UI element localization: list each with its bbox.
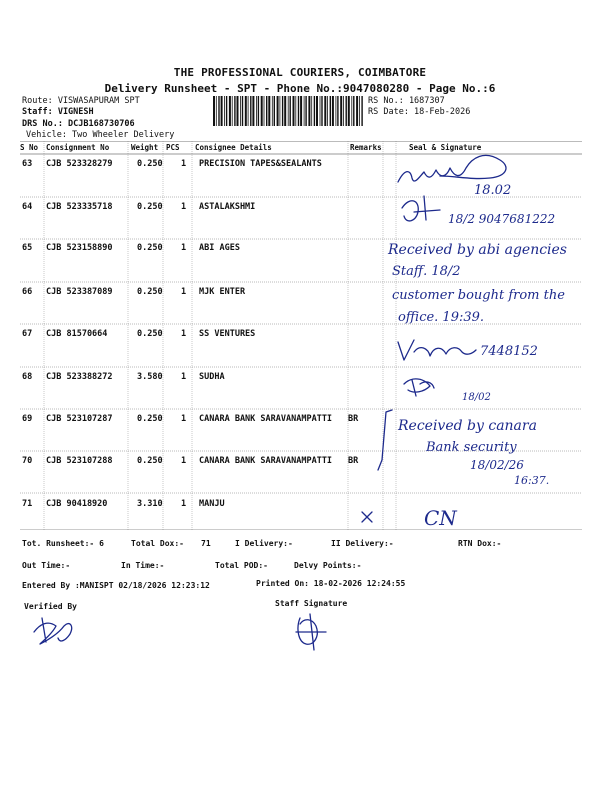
weight-cell: 3.580 — [137, 372, 163, 382]
delvy-points: Delvy Points:- — [294, 561, 362, 570]
pcs-cell: 1 — [181, 372, 187, 382]
pcs-cell: 1 — [181, 243, 187, 253]
signature-64 — [402, 196, 440, 221]
vehicle-label: Vehicle: Two Wheeler Delivery — [26, 130, 175, 140]
consignment-cell: CJB 523107288 — [46, 456, 113, 466]
consignee-cell: PRECISION TAPES&SEALANTS — [199, 159, 322, 169]
bracket-69-70 — [378, 410, 392, 470]
consignment-cell: CJB 523335718 — [46, 202, 113, 212]
verified-signature — [34, 618, 72, 644]
sno-cell: 71 — [22, 499, 33, 509]
staff-signature-label: Staff Signature — [275, 599, 348, 608]
weight-cell: 3.310 — [137, 499, 163, 509]
hw-phone-64: 18/2 9047681222 — [448, 212, 556, 226]
sno-cell: 64 — [22, 202, 33, 212]
pcs-cell: 1 — [181, 202, 187, 212]
sno-cell: 70 — [22, 456, 33, 466]
hw-staff-65: Staff. 18/2 — [392, 264, 461, 279]
out-time: Out Time:- — [22, 561, 71, 570]
weight-cell: 0.250 — [137, 456, 163, 466]
drs-label: DRS No.: DCJB168730706 — [22, 119, 135, 129]
sno-cell: 66 — [22, 287, 33, 297]
ii-delivery: II Delivery:- — [331, 539, 394, 548]
consignee-cell: SUDHA — [199, 372, 225, 382]
pcs-cell: 1 — [181, 159, 187, 169]
weight-cell: 0.250 — [137, 329, 163, 339]
hw-received-65: Received by abi agencies — [388, 242, 567, 258]
consignment-cell: CJB 523107287 — [46, 414, 113, 424]
col-seal: Seal & Signature — [409, 143, 482, 152]
hw-received-69: Received by canara — [398, 418, 537, 434]
rtn-dox: RTN Dox:- — [458, 539, 502, 548]
i-delivery: I Delivery:- — [235, 539, 293, 548]
printed-on: Printed On: 18-02-2026 12:24:55 — [256, 579, 406, 588]
rs-number: RS No.: 1687307 — [368, 96, 445, 106]
sno-cell: 69 — [22, 414, 33, 424]
pcs-cell: 1 — [181, 414, 187, 424]
hw-date-63: 18.02 — [474, 183, 512, 198]
col-sno: S No — [20, 143, 39, 152]
consignee-cell: ASTALAKSHMI — [199, 202, 256, 212]
col-remarks: Remarks — [350, 143, 382, 152]
pcs-cell: 1 — [181, 287, 187, 297]
sno-cell: 63 — [22, 159, 33, 169]
col-pcs: PCS — [166, 143, 180, 152]
consignment-cell: CJB 523387089 — [46, 287, 113, 297]
sno-cell: 68 — [22, 372, 33, 382]
consignee-cell: CANARA BANK SARAVANAMPATTI — [199, 414, 333, 424]
pcs-cell: 1 — [181, 329, 187, 339]
staff-label: Staff: VIGNESH — [22, 107, 94, 117]
runsheet-subtitle: Delivery Runsheet - SPT - Phone No.:9047080280 - Page No.:6 — [104, 82, 496, 95]
tot-runsheet: Tot. Runsheet:- 6 — [22, 539, 104, 548]
rs-date: RS Date: 18-Feb-2026 — [368, 107, 471, 117]
signature-68 — [404, 379, 434, 396]
consignment-cell: CJB 523158890 — [46, 243, 113, 253]
sno-cell: 67 — [22, 329, 33, 339]
total-dox-label: Total Dox:- — [131, 539, 184, 548]
remark-cell: BR — [348, 414, 359, 424]
hw-phone-67: 7448152 — [480, 344, 538, 359]
entered-by: Entered By :MANISPT 02/18/2026 12:23:12 — [22, 581, 210, 590]
col-consignee: Consignee Details — [195, 143, 272, 152]
hw-time-69: 16:37. — [514, 474, 550, 487]
staff-signature — [296, 614, 326, 650]
verified-by-label: Verified By — [24, 602, 77, 611]
col-consignment: Consignment No — [46, 143, 110, 152]
pcs-cell: 1 — [181, 499, 187, 509]
route-label: Route: VISWASAPURAM SPT — [22, 96, 140, 106]
consignee-cell: ABI AGES — [199, 243, 240, 253]
weight-cell: 0.250 — [137, 287, 163, 297]
consignment-cell: CJB 523328279 — [46, 159, 113, 169]
signature-63 — [398, 155, 506, 182]
consignee-cell: MJK ENTER — [199, 287, 246, 297]
pcs-cell: 1 — [181, 456, 187, 466]
hw-bank-69: Bank security — [426, 440, 517, 455]
consignment-cell: CJB 523388272 — [46, 372, 113, 382]
x-mark-71 — [362, 512, 372, 522]
signature-67 — [398, 340, 476, 360]
hw-customer-66: customer bought from the — [392, 288, 565, 303]
remark-cell: BR — [348, 456, 359, 466]
company-title: THE PROFESSIONAL COURIERS, COIMBATORE — [173, 66, 427, 79]
consignment-cell: CJB 90418920 — [46, 499, 108, 509]
sno-cell: 65 — [22, 243, 33, 253]
hw-cn-71: CN — [424, 506, 457, 530]
in-time: In Time:- — [121, 561, 165, 570]
consignee-cell: SS VENTURES — [199, 329, 256, 339]
weight-cell: 0.250 — [137, 414, 163, 424]
consignee-cell: MANJU — [199, 499, 225, 509]
weight-cell: 0.250 — [137, 159, 163, 169]
col-weight: Weight — [131, 143, 159, 152]
consignee-cell: CANARA BANK SARAVANAMPATTI — [199, 456, 333, 466]
hw-date-68: 18/02 — [462, 392, 491, 403]
total-pod: Total POD:- — [215, 561, 268, 570]
weight-cell: 0.250 — [137, 202, 163, 212]
hw-office-66: office. 19:39. — [398, 310, 485, 325]
weight-cell: 0.250 — [137, 243, 163, 253]
total-dox-value: 71 — [201, 539, 211, 548]
consignment-cell: CJB 81570664 — [46, 329, 108, 339]
hw-date-69: 18/02/26 — [470, 458, 524, 472]
